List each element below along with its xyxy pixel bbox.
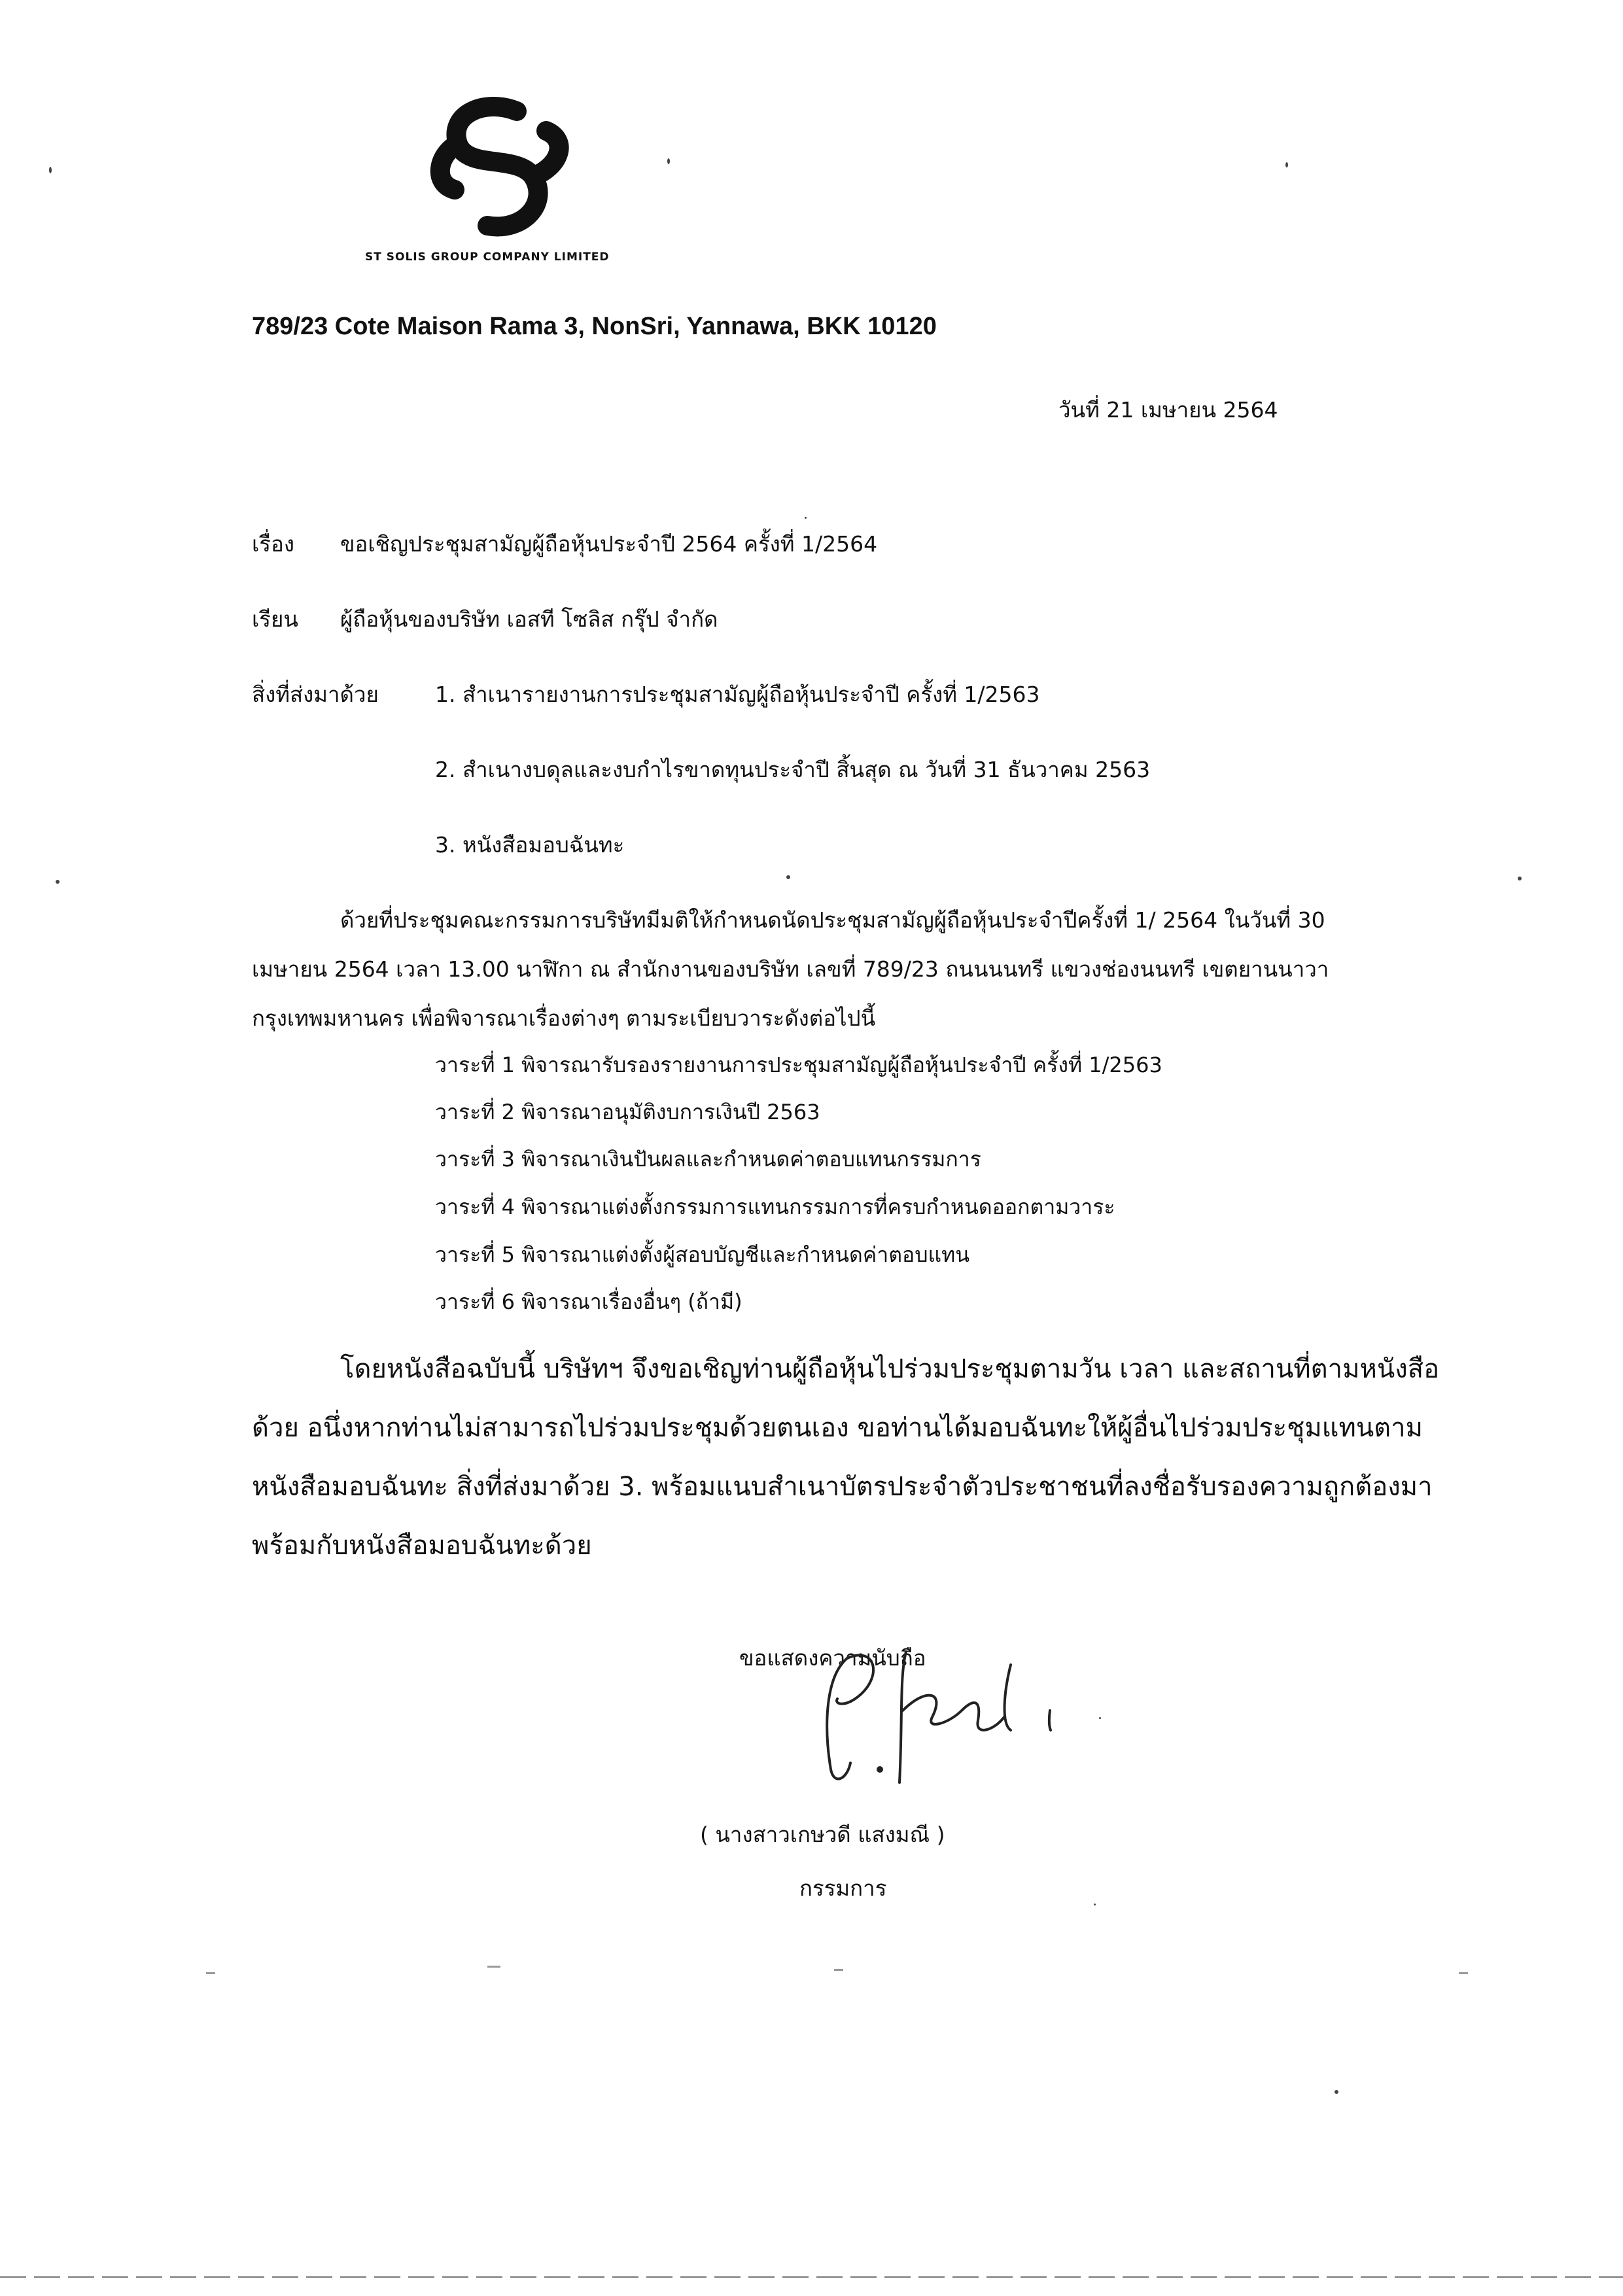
company-name: ST SOLIS GROUP COMPANY LIMITED xyxy=(365,251,610,264)
body-line: ด้วย อนึ่งหากท่านไม่สามารถไปร่วมประชุมด้วยตนเอง ขอท่านได้มอบฉันทะให้ผู้อื่นไปร่วมประชุมแทนตาม xyxy=(252,1413,1423,1443)
scan-speck xyxy=(667,158,670,164)
agenda-item: วาระที่ 2 พิจารณาอนุมัติงบการเงินปี 2563 xyxy=(435,1100,820,1124)
scan-edge-rule xyxy=(0,2276,1623,2278)
body-line: ด้วยที่ประชุมคณะกรรมการบริษัทมีมติให้กำหนดนัดประชุมสามัญผู้ถือหุ้นประจำปีครั้งที่ 1/ 2564 ในวันที่ 30 xyxy=(340,907,1325,933)
recipient-label: เรียน xyxy=(252,606,298,632)
agenda-item: วาระที่ 3 พิจารณาเงินปันผลและกำหนดค่าตอบแทนกรรมการ xyxy=(435,1147,981,1172)
scan-speck xyxy=(834,1969,843,1971)
closing-salutation: ขอแสดงความนับถือ xyxy=(739,1645,926,1671)
scan-speck xyxy=(49,167,52,173)
scan-speck xyxy=(206,1972,215,1974)
scan-speck xyxy=(487,1966,500,1968)
enclosures-label: สิ่งที่ส่งมาด้วย xyxy=(252,682,379,707)
body-line: เมษายน 2564 เวลา 13.00 นาฬิกา ณ สำนักงานของบริษัท เลขที่ 789/23 ถนนนนทรี แขวงช่องนนทรี เขตยานนาวา xyxy=(252,956,1329,982)
scan-speck xyxy=(1099,1717,1101,1719)
agenda-item: วาระที่ 4 พิจารณาแต่งตั้งกรรมการแทนกรรมการที่ครบกำหนดออกตามวาระ xyxy=(435,1194,1115,1219)
body-line: หนังสือมอบฉันทะ สิ่งที่ส่งมาด้วย 3. พร้อมแนบสำเนาบัตรประจำตัวประชาชนที่ลงชื่อรับรองความถูกต้องมา xyxy=(252,1472,1433,1502)
body-line: กรุงเทพมหานคร เพื่อพิจารณาเรื่องต่างๆ ตามระเบียบวาระดังต่อไปนี้ xyxy=(252,1005,876,1031)
agenda-item: วาระที่ 1 พิจารณารับรองรายงานการประชุมสามัญผู้ถือหุ้นประจำปี ครั้งที่ 1/2563 xyxy=(435,1052,1162,1077)
scan-speck xyxy=(1518,877,1522,880)
body-line: โดยหนังสือฉบับนี้ บริษัทฯ จึงขอเชิญท่านผู้ถือหุ้นไปร่วมประชุมตามวัน เวลา และสถานที่ตามหนังสือ xyxy=(340,1354,1440,1384)
scan-speck xyxy=(1335,2090,1338,2094)
scan-speck xyxy=(805,517,807,519)
signer-name: ( นางสาวเกษวดี แสงมณี ) xyxy=(700,1822,945,1847)
body-line: พร้อมกับหนังสือมอบฉันทะด้วย xyxy=(252,1531,592,1561)
enclosure-item: 3. หนังสือมอบฉันทะ xyxy=(435,832,625,858)
company-address: 789/23 Cote Maison Rama 3, NonSri, Yannawa, BKK 10120 xyxy=(252,313,937,340)
enclosure-item: 2. สำเนางบดุลและงบกำไรขาดทุนประจำปี สิ้นสุด ณ วันที่ 31 ธันวาคม 2563 xyxy=(435,757,1151,782)
signer-title: กรรมการ xyxy=(799,1875,887,1901)
subject-label: เรื่อง xyxy=(252,531,294,557)
scan-speck xyxy=(1094,1904,1096,1905)
agenda-item: วาระที่ 5 พิจารณาแต่งตั้งผู้สอบบัญชีและกำหนดค่าตอบแทน xyxy=(435,1242,970,1267)
letter-date: วันที่ 21 เมษายน 2564 xyxy=(1058,397,1278,423)
agenda-item: วาระที่ 6 พิจารณาเรื่องอื่นๆ (ถ้ามี) xyxy=(435,1289,742,1314)
subject-text: ขอเชิญประชุมสามัญผู้ถือหุ้นประจำปี 2564 ครั้งที่ 1/2564 xyxy=(340,531,878,557)
st-solis-logo-icon xyxy=(419,92,582,249)
recipient-text: ผู้ถือหุ้นของบริษัท เอสที โซลิส กรุ๊ป จำกัด xyxy=(340,606,718,632)
handwritten-signature xyxy=(785,1639,1079,1802)
scan-speck xyxy=(1285,162,1288,167)
scan-speck xyxy=(786,875,790,879)
scan-speck xyxy=(1459,1972,1468,1974)
scan-speck xyxy=(56,880,60,884)
enclosure-item: 1. สำเนารายงานการประชุมสามัญผู้ถือหุ้นประจำปี ครั้งที่ 1/2563 xyxy=(435,682,1040,707)
